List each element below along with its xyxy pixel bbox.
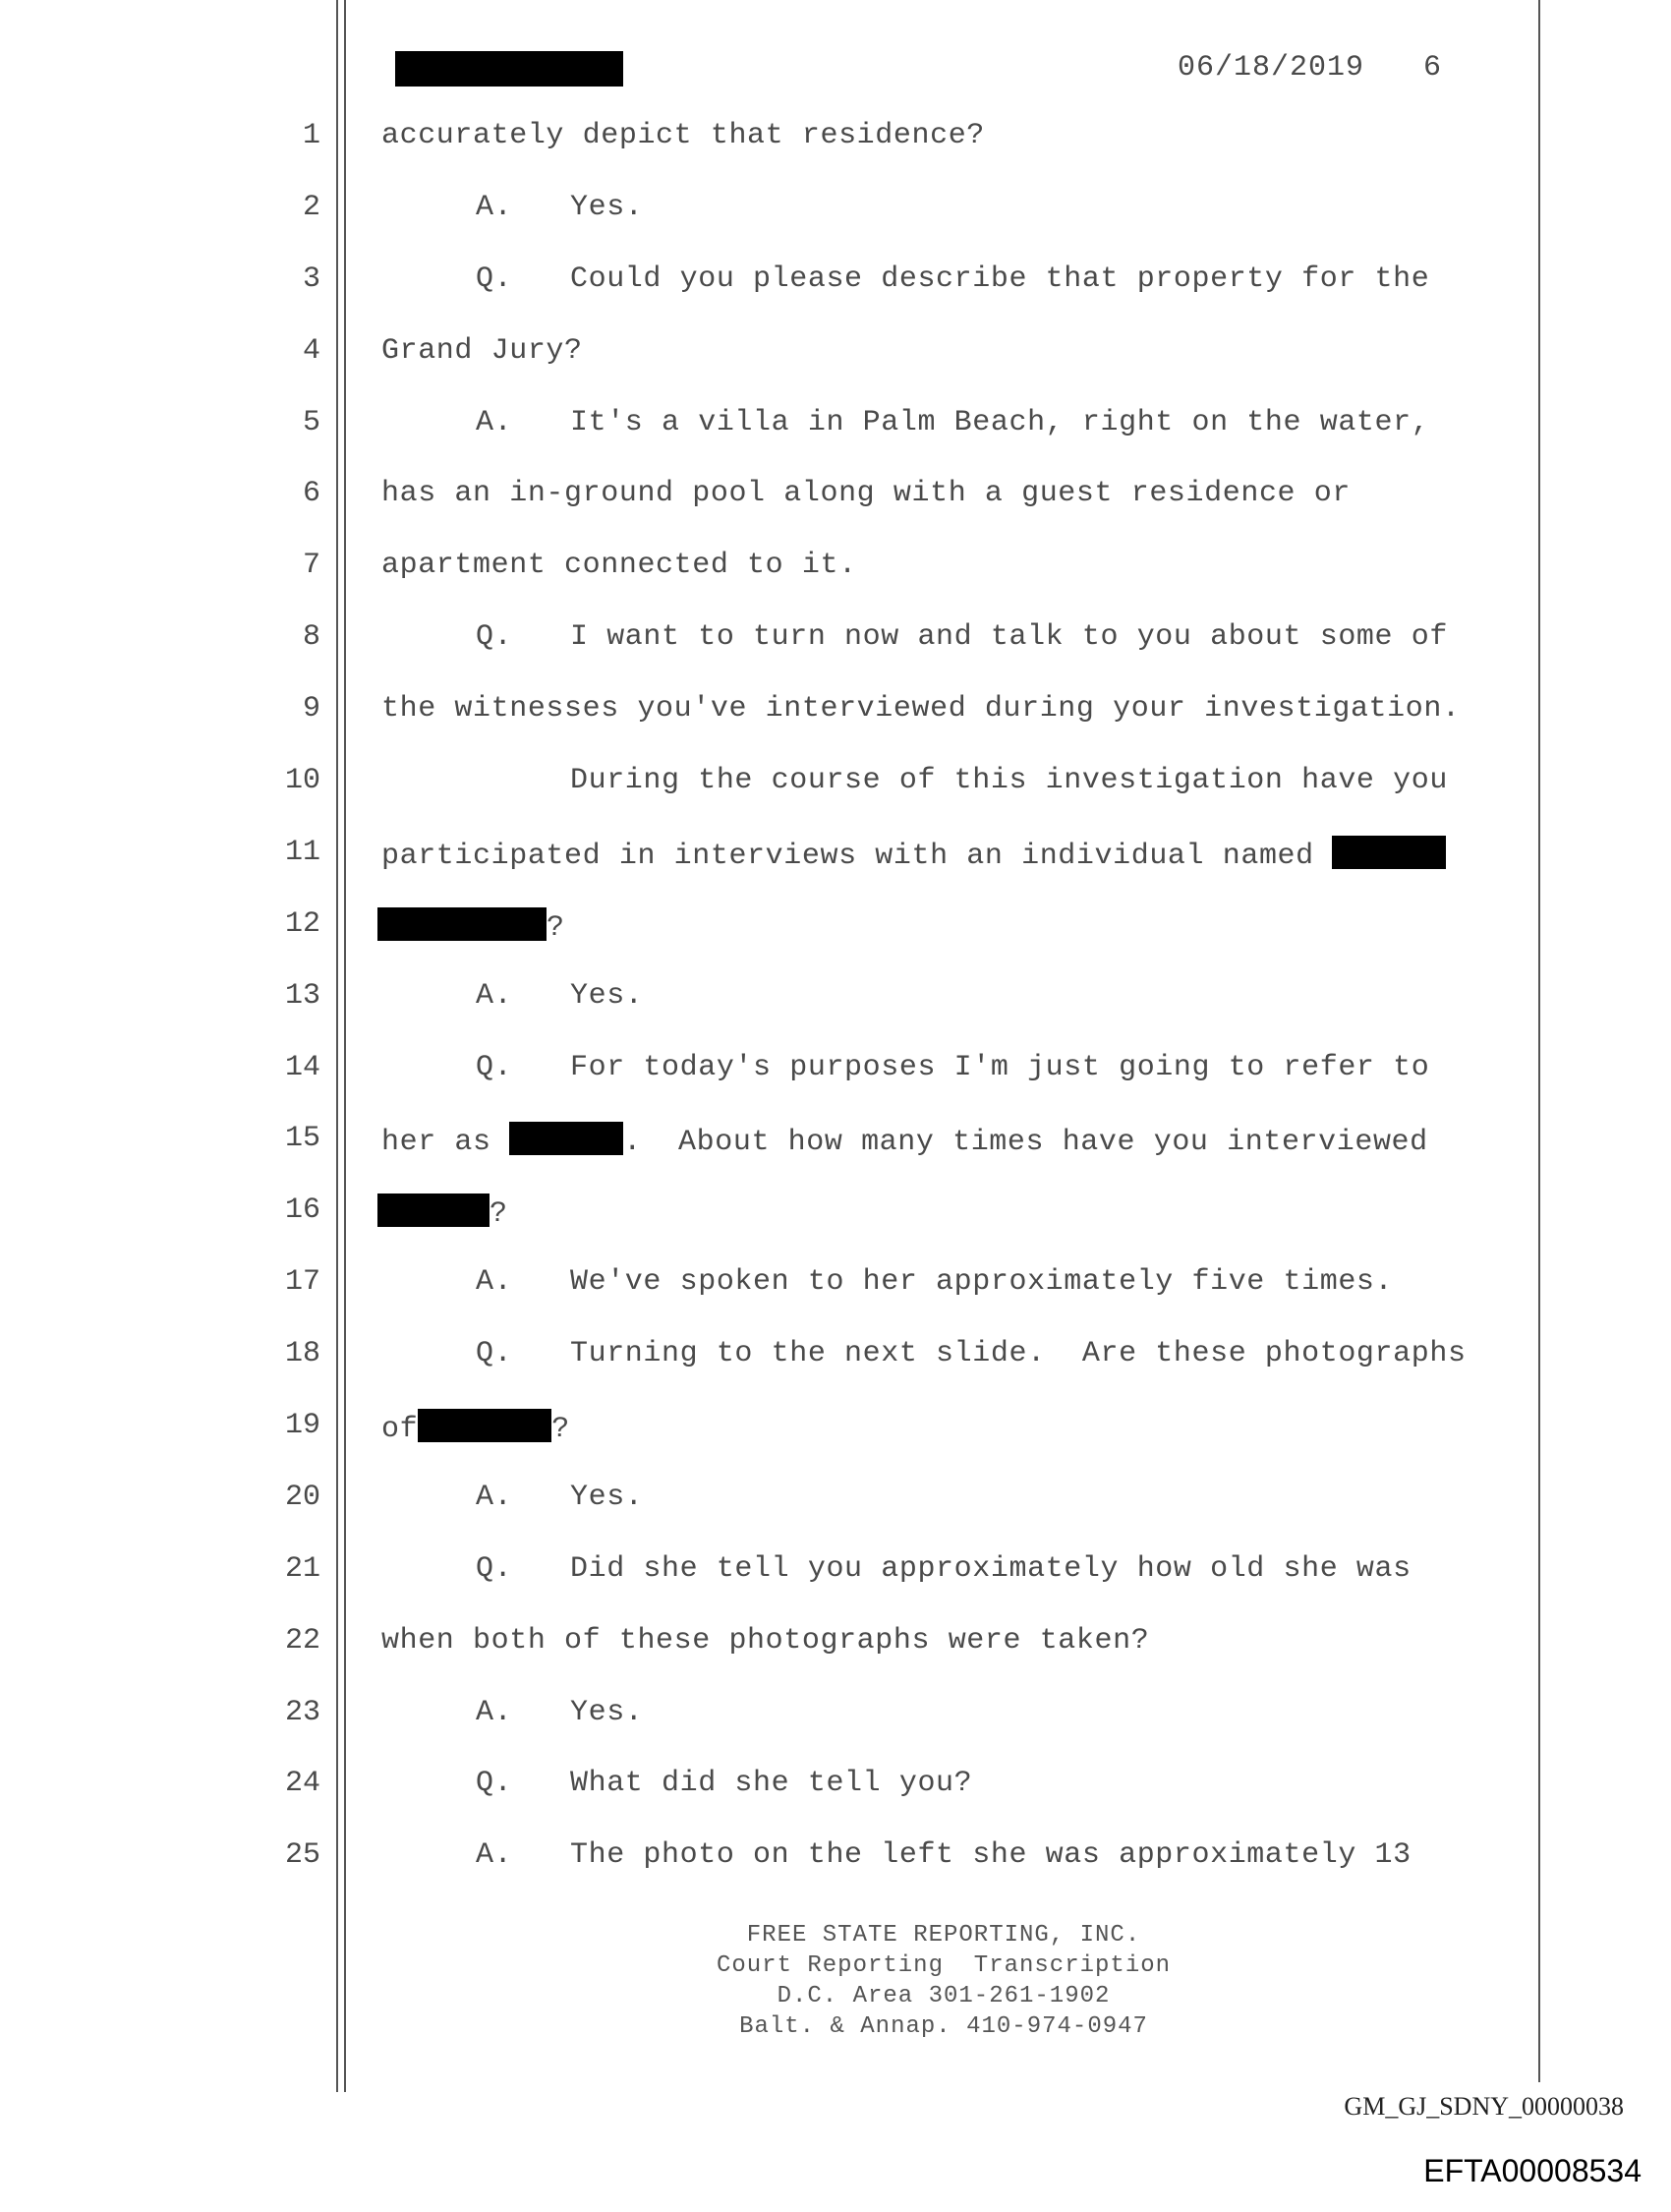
- line-number: 5: [302, 405, 320, 439]
- transcript-line: [0, 1620, 1671, 1692]
- line-content: Yes.: [570, 190, 644, 224]
- footer-balt-phone: Balt. & Annap. 410-974-0947: [739, 2013, 1148, 2040]
- line-content: participated in interviews with an individual named: [381, 839, 1314, 873]
- speaker-label: Q.: [476, 1050, 513, 1084]
- transcript-line: [0, 187, 1671, 259]
- line-text: [476, 1051, 1429, 1084]
- speaker-label: A.: [476, 978, 513, 1013]
- line-number: 22: [284, 1623, 320, 1658]
- line-number: 23: [284, 1695, 320, 1729]
- line-number: 24: [284, 1767, 320, 1801]
- line-content: Yes.: [570, 1480, 644, 1514]
- speaker-label: A.: [476, 1265, 513, 1300]
- speaker-label: Q.: [476, 1767, 513, 1801]
- line-text: has an in-ground pool along with a guest residence or: [381, 477, 1351, 511]
- header-date: 06/18/2019: [1178, 51, 1365, 85]
- line-number: 21: [284, 1551, 320, 1586]
- transcript-line: [0, 903, 1671, 975]
- line-number: 18: [284, 1337, 320, 1371]
- line-text: During the course of this investigation have you: [570, 764, 1448, 798]
- line-number: 15: [284, 1122, 320, 1156]
- line-text: [476, 1838, 1412, 1872]
- speaker-label: Q.: [476, 1337, 513, 1371]
- speaker-label: Q.: [476, 262, 513, 296]
- transcript-line: [0, 760, 1671, 832]
- line-content: It's a villa in Palm Beach, right on the water,: [570, 405, 1430, 439]
- line-number: 19: [284, 1409, 320, 1443]
- line-content: Did she tell you approximately how old she was: [570, 1551, 1412, 1586]
- line-text: [476, 191, 643, 224]
- transcript-line: [0, 545, 1671, 616]
- footer-dc-phone: D.C. Area 301-261-1902: [777, 1983, 1111, 2009]
- efta-number: EFTA00008534: [1423, 2153, 1642, 2188]
- transcript-lines: [0, 115, 1671, 1906]
- line-text: [381, 836, 1446, 873]
- line-content: ?: [490, 1197, 508, 1232]
- line-number: 8: [302, 620, 320, 655]
- line-content: ?: [547, 910, 565, 945]
- line-text: [377, 907, 565, 945]
- transcript-line: [0, 1477, 1671, 1548]
- redaction-block: [395, 51, 623, 87]
- speaker-label: Q.: [476, 620, 513, 655]
- transcript-line: [0, 330, 1671, 402]
- line-text: [381, 1122, 1428, 1159]
- line-text: [476, 406, 1429, 439]
- line-number: 20: [284, 1480, 320, 1514]
- line-text: apartment connected to it.: [381, 549, 857, 583]
- redaction-block: [418, 1409, 551, 1442]
- line-text: accurately depict that residence?: [381, 119, 985, 152]
- line-number: 7: [302, 549, 320, 583]
- line-content: Could you please describe that property for the: [570, 262, 1430, 296]
- page-header: [393, 51, 1455, 90]
- line-number: 3: [302, 262, 320, 296]
- redaction-block: [377, 1193, 490, 1227]
- speaker-label: A.: [476, 1695, 513, 1729]
- header-page-number: 6: [1423, 51, 1443, 85]
- speaker-label: A.: [476, 405, 513, 439]
- transcript-line: [0, 975, 1671, 1047]
- transcript-line: [0, 1333, 1671, 1405]
- line-content: her as: [381, 1126, 491, 1160]
- line-number: 16: [284, 1193, 320, 1228]
- line-number: 1: [302, 119, 320, 152]
- transcript-line: [0, 259, 1671, 330]
- transcript-line: [0, 1763, 1671, 1834]
- speaker-label: Q.: [476, 1551, 513, 1586]
- line-text: [476, 1337, 1467, 1370]
- transcript-line: [0, 1548, 1671, 1620]
- line-number: 13: [284, 978, 320, 1013]
- speaker-label: A.: [476, 190, 513, 224]
- transcript-line: [0, 1118, 1671, 1190]
- line-text: [476, 1265, 1393, 1299]
- line-text: [476, 1552, 1412, 1586]
- line-number: 4: [302, 333, 320, 368]
- line-text: [476, 1767, 972, 1800]
- transcript-line: [0, 1405, 1671, 1477]
- line-content: Turning to the next slide. Are these photographs: [570, 1337, 1467, 1371]
- line-content: Yes.: [570, 978, 644, 1013]
- line-number: 17: [284, 1265, 320, 1300]
- transcript-line: [0, 1190, 1671, 1261]
- line-content: I want to turn now and talk to you about some of: [570, 620, 1448, 655]
- line-number: 9: [302, 692, 320, 727]
- line-text: [476, 1481, 643, 1514]
- line-content: For today's purposes I'm just going to refer to: [570, 1050, 1430, 1084]
- transcript-line: [0, 616, 1671, 688]
- line-number: 14: [284, 1050, 320, 1084]
- transcript-line: [0, 688, 1671, 760]
- transcript-line: [0, 1692, 1671, 1764]
- line-text: when both of these photographs were taken?: [381, 1623, 1150, 1658]
- speaker-label: A.: [476, 1838, 513, 1873]
- transcript-line: [0, 832, 1671, 903]
- line-text: [377, 1193, 508, 1231]
- transcript-line: [0, 402, 1671, 474]
- line-content: The photo on the left she was approximately 13: [570, 1838, 1412, 1873]
- reporter-footer: [570, 1920, 1317, 2042]
- transcript-line: [0, 1834, 1671, 1906]
- transcript-line: [0, 1261, 1671, 1333]
- line-number: 12: [284, 906, 320, 941]
- line-content: . About how many times have you interviewed: [623, 1126, 1428, 1160]
- line-text: [476, 620, 1448, 654]
- footer-company: FREE STATE REPORTING, INC.: [746, 1922, 1141, 1949]
- line-content: We've spoken to her approximately five times.: [570, 1265, 1394, 1300]
- line-number: 6: [302, 477, 320, 511]
- transcript-line: [0, 473, 1671, 545]
- footer-service: Court Reporting Transcription: [716, 1952, 1172, 1979]
- line-text: [476, 979, 643, 1013]
- redaction-block: [1332, 836, 1446, 869]
- line-content: ?: [551, 1413, 570, 1447]
- transcript-line: [0, 115, 1671, 187]
- line-text: Grand Jury?: [381, 333, 583, 368]
- line-text: [381, 1409, 570, 1446]
- line-content: What did she tell you?: [570, 1767, 973, 1801]
- line-text: [476, 262, 1429, 296]
- redaction-block: [377, 907, 547, 941]
- line-number: 25: [284, 1838, 320, 1873]
- speaker-label: A.: [476, 1480, 513, 1514]
- line-content: of: [381, 1413, 419, 1447]
- line-content: Yes.: [570, 1695, 644, 1729]
- line-text: the witnesses you've interviewed during your investigation.: [381, 692, 1461, 727]
- transcript-line: [0, 1047, 1671, 1119]
- bates-number: GM_GJ_SDNY_00000038: [1344, 2092, 1624, 2121]
- line-number: 11: [284, 835, 320, 869]
- redaction-block: [509, 1122, 623, 1155]
- line-number: 2: [302, 190, 320, 224]
- line-number: 10: [284, 764, 320, 798]
- line-text: [476, 1696, 643, 1729]
